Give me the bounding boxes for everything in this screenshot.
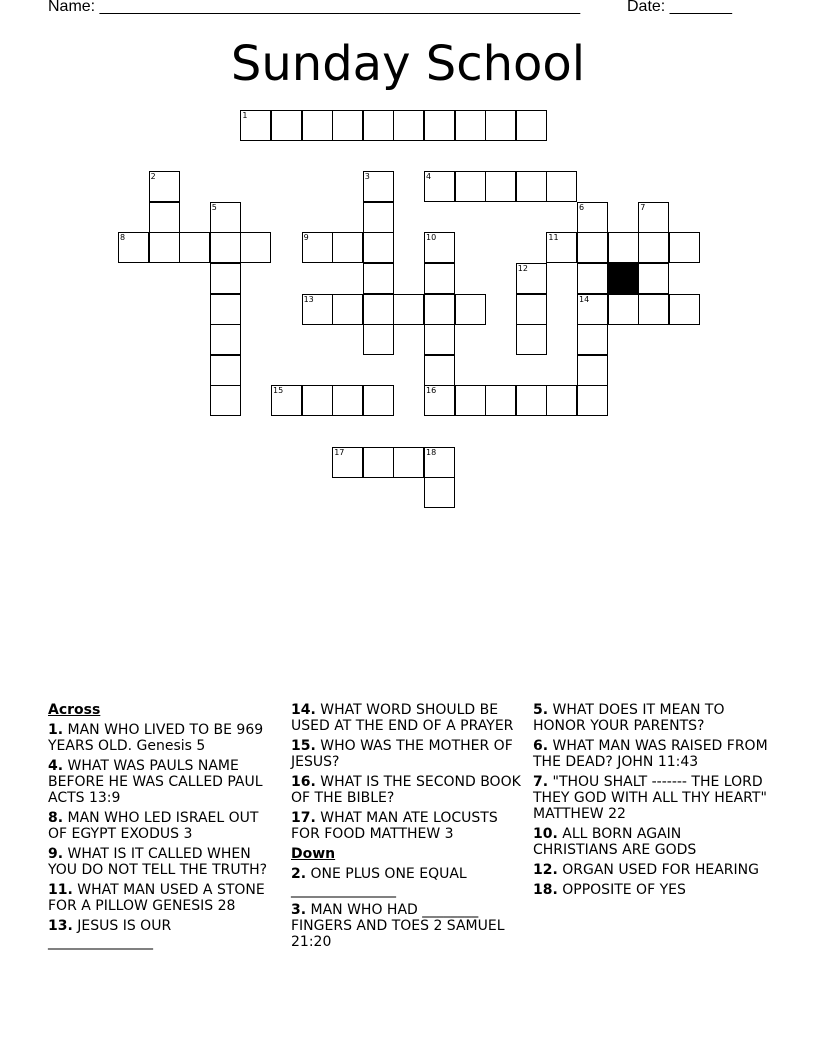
- crossword-cell[interactable]: [210, 324, 241, 355]
- crossword-cell[interactable]: [546, 171, 577, 202]
- crossword-cell[interactable]: [424, 110, 455, 141]
- clue-text: WHAT MAN WAS RAISED FROM THE DEAD? JOHN 11:43: [533, 738, 773, 770]
- clue-number: 2.: [291, 866, 307, 882]
- crossword-cell[interactable]: [485, 171, 516, 202]
- clue-number: 17.: [291, 810, 316, 826]
- clue-number: 7: [640, 202, 646, 212]
- crossword-cell[interactable]: [485, 385, 516, 416]
- clue-number: 10.: [533, 826, 558, 842]
- clue-number: 12.: [533, 862, 558, 878]
- across-clue: [48, 758, 280, 806]
- across-clue: [48, 846, 280, 878]
- crossword-cell[interactable]: [240, 232, 271, 263]
- crossword-cell[interactable]: [332, 447, 363, 478]
- crossword-cell[interactable]: [577, 263, 608, 294]
- crossword-cell[interactable]: [577, 232, 608, 263]
- crossword-cell[interactable]: [149, 232, 180, 263]
- crossword-black-cell: [608, 263, 639, 294]
- crossword-cell[interactable]: [210, 263, 241, 294]
- clue-number: 11: [548, 233, 559, 243]
- crossword-cell[interactable]: [363, 202, 394, 233]
- crossword-cell[interactable]: [302, 294, 333, 325]
- clue-text: WHAT IS THE SECOND BOOK OF THE BIBLE?: [291, 774, 526, 806]
- crossword-cell[interactable]: [393, 294, 424, 325]
- clue-number: 7.: [533, 774, 549, 790]
- down-clue: [533, 826, 769, 858]
- down-clue: [291, 866, 523, 898]
- clue-number: 3.: [291, 902, 307, 918]
- across-clue: [291, 738, 523, 770]
- crossword-cell[interactable]: [455, 110, 486, 141]
- clue-number: 18: [426, 447, 437, 457]
- clue-text: WHAT MAN USED A STONE FOR A PILLOW GENESIS 28: [48, 882, 270, 914]
- clue-text: ALL BORN AGAIN CHRISTIANS ARE GODS: [533, 826, 697, 858]
- crossword-cell[interactable]: [516, 171, 547, 202]
- crossword-cell[interactable]: [424, 324, 455, 355]
- crossword-cell[interactable]: [577, 355, 608, 386]
- crossword-cell[interactable]: [424, 263, 455, 294]
- clue-number: 5: [211, 202, 217, 212]
- across-clue: [48, 810, 280, 842]
- crossword-cell[interactable]: [271, 110, 302, 141]
- crossword-cell[interactable]: [638, 263, 669, 294]
- crossword-cell[interactable]: [210, 355, 241, 386]
- clue-number: 9: [303, 233, 309, 243]
- clue-number: 15.: [291, 738, 316, 754]
- crossword-cell[interactable]: [271, 385, 302, 416]
- crossword-cell[interactable]: [363, 171, 394, 202]
- crossword-cell[interactable]: [424, 447, 455, 478]
- crossword-cell[interactable]: [302, 385, 333, 416]
- clue-number: 16.: [291, 774, 316, 790]
- crossword-cell[interactable]: [455, 171, 486, 202]
- crossword-cell[interactable]: [363, 232, 394, 263]
- clue-number: 11.: [48, 882, 73, 898]
- crossword-cell[interactable]: [149, 202, 180, 233]
- crossword-cell[interactable]: [210, 232, 241, 263]
- crossword-cell[interactable]: [179, 232, 210, 263]
- clue-text: WHO WAS THE MOTHER OF JESUS?: [291, 738, 518, 770]
- crossword-cell[interactable]: [363, 263, 394, 294]
- crossword-cell[interactable]: [363, 447, 394, 478]
- clue-number: 1.: [48, 722, 64, 738]
- clue-number: 15: [273, 386, 284, 396]
- clue-text: ONE PLUS ONE EQUAL _______________: [291, 866, 472, 898]
- clue-number: 8: [120, 233, 126, 243]
- crossword-cell[interactable]: [363, 294, 394, 325]
- down-heading: Down: [291, 846, 336, 862]
- clue-number: 12: [517, 264, 528, 273]
- crossword-cell[interactable]: [577, 324, 608, 355]
- crossword-cell[interactable]: [516, 385, 547, 416]
- clue-number: 5.: [533, 702, 549, 718]
- date-field-label[interactable]: Date: _______: [627, 0, 732, 15]
- down-clue: [533, 774, 772, 822]
- clue-number: 2: [150, 172, 156, 182]
- across-clue: [291, 810, 523, 842]
- across-heading: Across: [48, 702, 101, 718]
- crossword-cell[interactable]: [546, 232, 577, 263]
- crossword-cell[interactable]: [546, 385, 577, 416]
- crossword-cell[interactable]: [393, 110, 424, 141]
- crossword-cell[interactable]: [363, 110, 394, 141]
- clue-text: WHAT MAN ATE LOCUSTS FOR FOOD MATTHEW 3: [291, 810, 503, 842]
- clue-text: WHAT WORD SHOULD BE USED AT THE END OF A PRAYER: [291, 702, 514, 734]
- crossword-cell[interactable]: [577, 385, 608, 416]
- clue-text: WHAT WAS PAULS NAME BEFORE HE WAS CALLED PAUL ACTS 13:9: [48, 758, 268, 806]
- clue-text: MAN WHO LED ISRAEL OUT OF EGYPT EXODUS 3: [48, 810, 263, 842]
- crossword-cell[interactable]: [210, 294, 241, 325]
- crossword-cell[interactable]: [516, 263, 547, 294]
- clue-number: 17: [334, 447, 345, 457]
- crossword-cell[interactable]: [302, 110, 333, 141]
- crossword-cell[interactable]: [455, 385, 486, 416]
- crossword-cell[interactable]: [516, 324, 547, 355]
- crossword-cell[interactable]: [455, 294, 486, 325]
- crossword-cell[interactable]: [638, 202, 669, 233]
- crossword-cell[interactable]: [332, 110, 363, 141]
- crossword-cell[interactable]: [118, 232, 149, 263]
- crossword-cell[interactable]: [608, 232, 639, 263]
- crossword-cell[interactable]: [516, 110, 547, 141]
- name-field-label[interactable]: Name: ______________________________________________________: [48, 0, 581, 15]
- down-clue: [291, 902, 523, 950]
- clue-number: 14: [579, 294, 590, 304]
- clue-text: MAN WHO HAD ________ FINGERS AND TOES 2 SAMUEL 21:20: [291, 902, 509, 950]
- down-clue: [533, 882, 769, 898]
- clue-text: WHAT DOES IT MEAN TO HONOR YOUR PARENTS?: [533, 702, 729, 734]
- clue-number: 6: [579, 202, 585, 212]
- crossword-cell[interactable]: [516, 294, 547, 325]
- crossword-cell[interactable]: [302, 232, 333, 263]
- crossword-grid: [0, 0, 816, 520]
- clue-text: "THOU SHALT ------- THE LORD THEY GOD WITH ALL THY HEART" MATTHEW 22: [533, 774, 772, 822]
- crossword-cell[interactable]: [240, 110, 271, 141]
- clue-number: 4: [426, 172, 432, 182]
- crossword-cell[interactable]: [577, 202, 608, 233]
- clue-number: 18.: [533, 882, 558, 898]
- clue-number: 8.: [48, 810, 64, 826]
- across-clue: [48, 882, 280, 914]
- page-title: Sunday School: [230, 36, 586, 92]
- crossword-cell[interactable]: [669, 232, 700, 263]
- down-clue: [533, 702, 769, 734]
- clue-number: 1: [242, 111, 248, 120]
- crossword-cell[interactable]: [210, 202, 241, 233]
- crossword-cell[interactable]: [424, 385, 455, 416]
- crossword-cell[interactable]: [210, 385, 241, 416]
- crossword-cell[interactable]: [393, 447, 424, 478]
- clue-text: JESUS IS OUR _______________: [48, 918, 176, 950]
- crossword-cell[interactable]: [424, 355, 455, 386]
- clue-number: 13: [303, 294, 314, 304]
- clue-text: OPPOSITE OF YES: [557, 882, 686, 898]
- crossword-cell[interactable]: [149, 171, 180, 202]
- down-clue: [533, 738, 773, 770]
- crossword-cell[interactable]: [363, 385, 394, 416]
- clue-number: 9.: [48, 846, 64, 862]
- crossword-cell[interactable]: [332, 385, 363, 416]
- crossword-cell[interactable]: [608, 294, 639, 325]
- crossword-cell[interactable]: [424, 171, 455, 202]
- clue-text: ORGAN USED FOR HEARING: [557, 862, 759, 878]
- across-clue: [291, 702, 523, 734]
- crossword-cell[interactable]: [332, 232, 363, 263]
- clues-column-2: [291, 702, 526, 954]
- down-clue: [533, 862, 769, 878]
- clue-number: 6.: [533, 738, 549, 754]
- crossword-cell[interactable]: [424, 294, 455, 325]
- crossword-cell[interactable]: [363, 324, 394, 355]
- across-clue: [48, 918, 280, 950]
- clue-text: MAN WHO LIVED TO BE 969 YEARS OLD. Genesis 5: [48, 722, 268, 754]
- clue-number: 13.: [48, 918, 73, 934]
- crossword-cell[interactable]: [577, 294, 608, 325]
- clue-number: 3: [364, 172, 370, 182]
- clues-column-3: [533, 702, 773, 902]
- crossword-cell[interactable]: [424, 477, 455, 508]
- crossword-cell[interactable]: [332, 294, 363, 325]
- clue-number: 4.: [48, 758, 64, 774]
- across-clue: [48, 722, 280, 754]
- clues-column-1: [48, 702, 280, 954]
- crossword-cell[interactable]: [669, 294, 700, 325]
- crossword-cell[interactable]: [638, 232, 669, 263]
- crossword-cell[interactable]: [424, 232, 455, 263]
- clue-text: WHAT IS IT CALLED WHEN YOU DO NOT TELL THE TRUTH?: [48, 846, 268, 878]
- clue-number: 14.: [291, 702, 316, 718]
- clue-number: 10: [426, 233, 437, 243]
- crossword-cell[interactable]: [638, 294, 669, 325]
- crossword-cell[interactable]: [485, 110, 516, 141]
- clue-number: 16: [426, 386, 437, 396]
- across-clue: [291, 774, 526, 806]
